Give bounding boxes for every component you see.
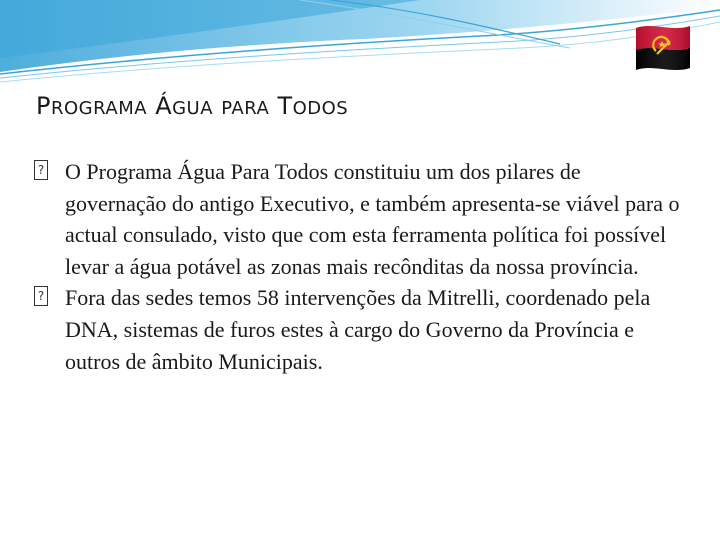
angola-flag-icon xyxy=(634,22,692,72)
bullet-text: Fora das sedes temos 58 intervenções da Mitrelli, coordenado pela DNA, sistemas de furos estes à cargo do Governo da Província e outros de âmbito Municipais. xyxy=(65,285,651,374)
bullet-list xyxy=(34,156,684,377)
bullet-marker-icon: ? xyxy=(34,286,48,306)
title-word-agua-rest: GUA xyxy=(172,98,214,119)
bullet-item xyxy=(34,156,684,282)
header-wave-decoration xyxy=(0,0,720,90)
title-word-para: PARA xyxy=(221,98,270,119)
title-word-programa-initial: P xyxy=(36,92,51,120)
title-word-agua-initial: Á xyxy=(155,92,173,120)
bullet-item xyxy=(34,282,684,377)
title-word-todos-rest: ODOS xyxy=(292,98,349,119)
slide-title xyxy=(36,92,676,126)
bullet-text: O Programa Água Para Todos constituiu um dos pilares de governação do antigo Executivo, e também apresenta-se viável para o actual consulado, visto que com esta ferramenta política foi possível levar a água potável as zonas mais recônditas da nossa província. xyxy=(65,159,680,279)
title-word-programa-rest: ROGRAMA xyxy=(50,98,148,119)
title-word-todos-initial: T xyxy=(277,92,293,120)
bullet-marker-icon: ? xyxy=(34,160,48,180)
